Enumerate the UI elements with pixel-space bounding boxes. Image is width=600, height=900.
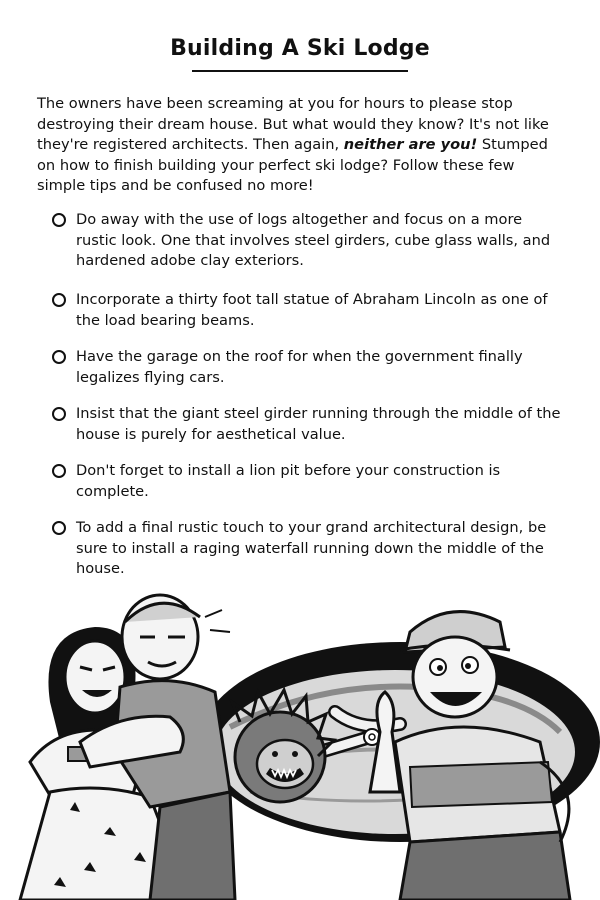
intro-emphasis: neither are you! xyxy=(343,136,478,153)
title-underline xyxy=(192,70,408,72)
tip-text: To add a final rustic touch to your grand architectural design, be sure to install a raging waterfall running down the middle of the house. xyxy=(76,519,547,577)
bullet-circle-icon xyxy=(52,407,66,421)
page-title: Building A Ski Lodge xyxy=(170,36,430,61)
tip-text: Do away with the use of logs altogether and focus on a more rustic look. One that involves steel girders, cube glass walls, and hardened adobe clay exteriors. xyxy=(76,211,551,269)
intro-text-end: Stumped on how to finish building your perfect ski lodge? Follow these few simple tips and be confused no more! xyxy=(37,136,548,194)
tip-text: Have the garage on the roof for when the government finally legalizes flying cars. xyxy=(76,348,523,386)
bullet-circle-icon xyxy=(52,350,66,364)
cartoon-illustration xyxy=(0,592,600,900)
tip-text: Incorporate a thirty foot tall statue of Abraham Lincoln as one of the load bearing beams. xyxy=(76,291,548,329)
intro-paragraph xyxy=(37,94,562,197)
bullet-circle-icon xyxy=(52,521,66,535)
tip-text: Don't forget to install a lion pit before your construction is complete. xyxy=(76,462,501,500)
bullet-circle-icon xyxy=(52,293,66,307)
intro-text-start: The owners have been screaming at you for hours to please stop destroying their dream house. But what would they know? It's not like they're registered architects. Then again, xyxy=(37,95,549,153)
bullet-circle-icon xyxy=(52,213,66,227)
tip-text: Insist that the giant steel girder running through the middle of the house is purely for aesthetical value. xyxy=(76,405,561,443)
bullet-circle-icon xyxy=(52,464,66,478)
